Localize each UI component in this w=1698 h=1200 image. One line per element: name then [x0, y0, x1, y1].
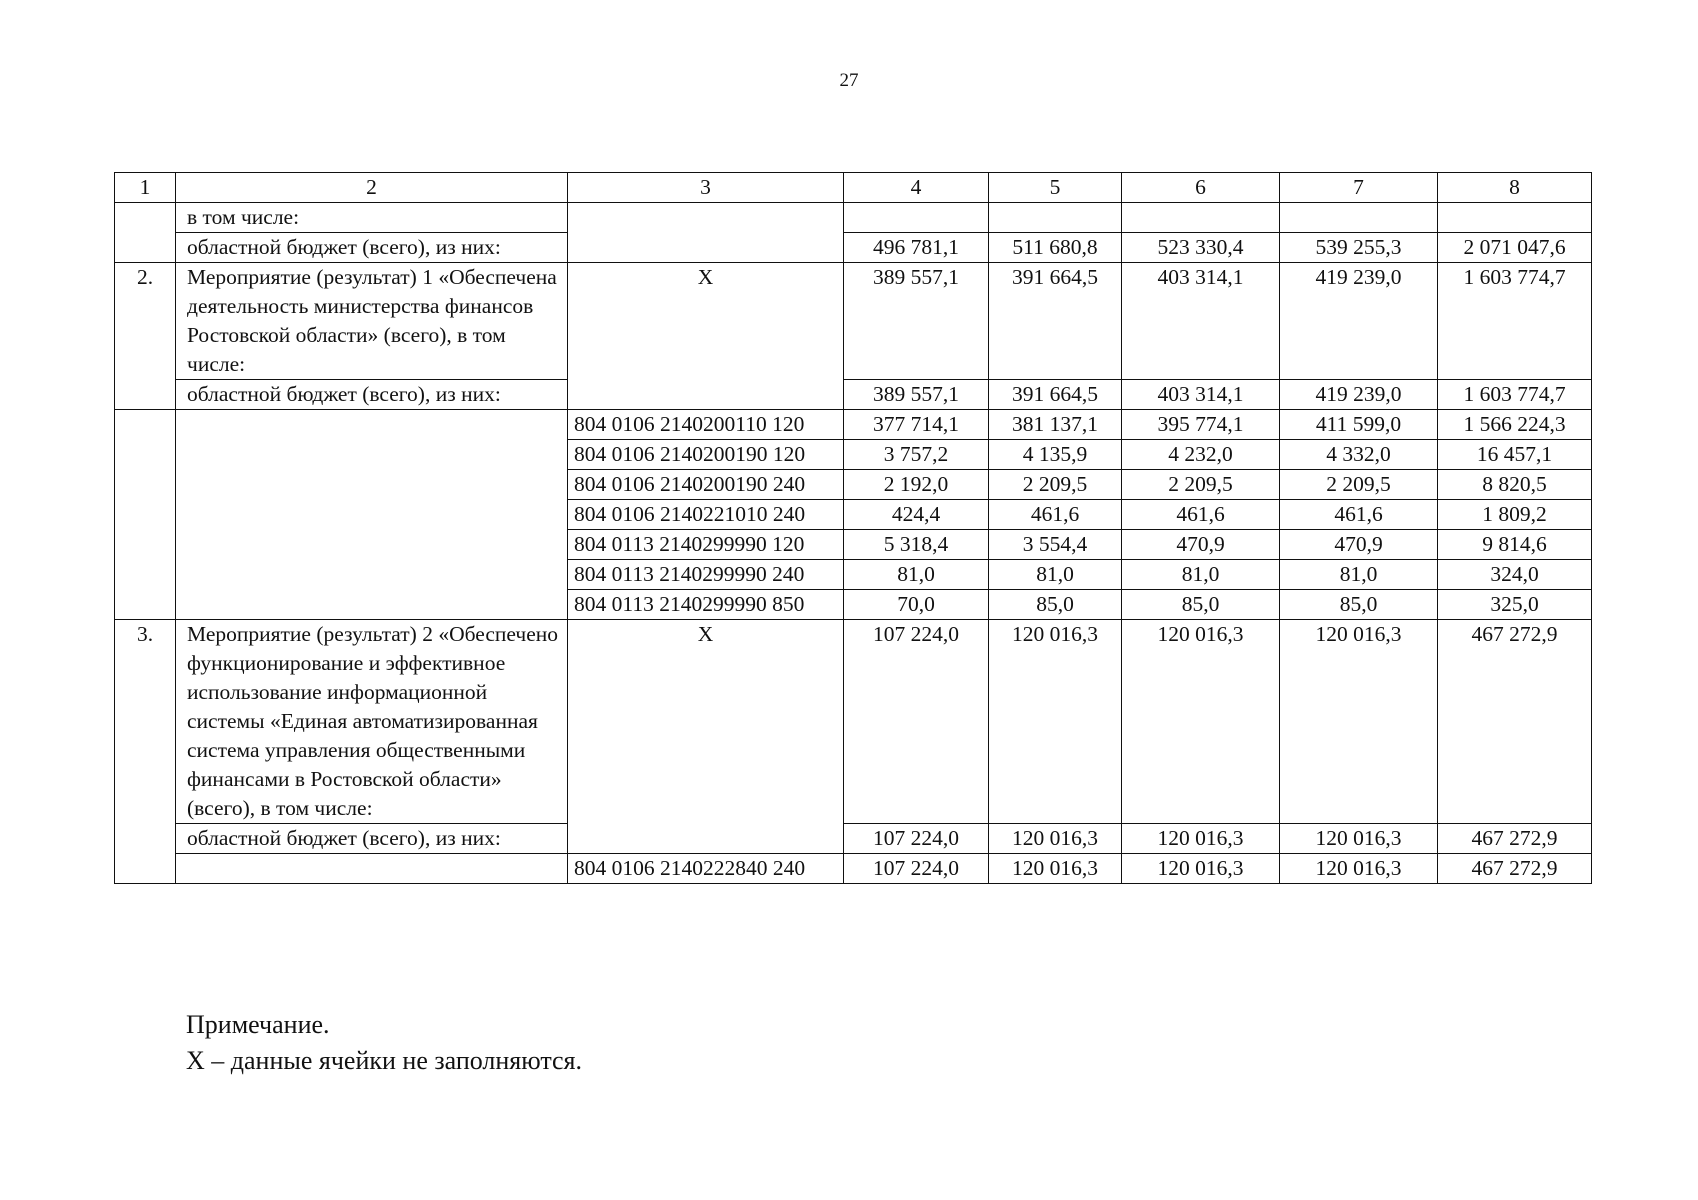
value-cell: 467 272,9	[1438, 824, 1592, 854]
code-cell: Х	[568, 620, 844, 854]
value-cell: 496 781,1	[844, 233, 989, 263]
column-header: 7	[1280, 173, 1438, 203]
column-header: 6	[1122, 173, 1280, 203]
row-number-cell	[115, 410, 176, 620]
value-cell: 2 209,5	[989, 470, 1122, 500]
value-cell: 403 314,1	[1122, 380, 1280, 410]
value-cell: 389 557,1	[844, 263, 989, 380]
table-row	[115, 824, 1592, 854]
value-cell: 120 016,3	[989, 854, 1122, 884]
value-cell: 325,0	[1438, 590, 1592, 620]
value-cell: 1 566 224,3	[1438, 410, 1592, 440]
value-cell: 1 603 774,7	[1438, 263, 1592, 380]
value-cell	[844, 203, 989, 233]
value-cell: 395 774,1	[1122, 410, 1280, 440]
footnote	[186, 1007, 582, 1079]
code-cell	[568, 203, 844, 263]
budget-code: 804 0113 2140299990 120	[568, 530, 844, 560]
value-cell: 9 814,6	[1438, 530, 1592, 560]
row-label	[176, 410, 568, 620]
value-cell: 419 239,0	[1280, 263, 1438, 380]
table-row	[115, 263, 1592, 380]
code-cell: Х	[568, 263, 844, 410]
value-cell: 1 809,2	[1438, 500, 1592, 530]
value-cell: 523 330,4	[1122, 233, 1280, 263]
value-cell: 539 255,3	[1280, 233, 1438, 263]
value-cell: 70,0	[844, 590, 989, 620]
value-cell: 391 664,5	[989, 380, 1122, 410]
row-label: в том числе:	[176, 203, 568, 233]
table-row	[115, 233, 1592, 263]
budget-code: 804 0106 2140200190 240	[568, 470, 844, 500]
value-cell: 389 557,1	[844, 380, 989, 410]
value-cell: 4 232,0	[1122, 440, 1280, 470]
value-cell: 81,0	[989, 560, 1122, 590]
table-row	[115, 203, 1592, 233]
row-number: 3.	[115, 620, 176, 884]
value-cell: 120 016,3	[1122, 854, 1280, 884]
value-cell: 85,0	[1280, 590, 1438, 620]
value-cell: 120 016,3	[989, 824, 1122, 854]
value-cell: 85,0	[1122, 590, 1280, 620]
row-label	[176, 854, 568, 884]
header-row	[115, 173, 1592, 203]
column-header: 4	[844, 173, 989, 203]
column-header: 1	[115, 173, 176, 203]
value-cell: 120 016,3	[1280, 824, 1438, 854]
note-text: Х – данные ячейки не заполняются.	[186, 1046, 583, 1075]
value-cell: 81,0	[844, 560, 989, 590]
value-cell: 3 554,4	[989, 530, 1122, 560]
value-cell: 1 603 774,7	[1438, 380, 1592, 410]
value-cell: 403 314,1	[1122, 263, 1280, 380]
value-cell: 324,0	[1438, 560, 1592, 590]
value-cell: 107 224,0	[844, 620, 989, 824]
value-cell: 419 239,0	[1280, 380, 1438, 410]
budget-code: 804 0106 2140200190 120	[568, 440, 844, 470]
value-cell: 424,4	[844, 500, 989, 530]
column-header: 3	[568, 173, 844, 203]
value-cell: 511 680,8	[989, 233, 1122, 263]
row-label: областной бюджет (всего), из них:	[176, 380, 568, 410]
value-cell: 120 016,3	[1280, 620, 1438, 824]
note-title: Примечание.	[186, 1010, 330, 1039]
table-row	[115, 854, 1592, 884]
row-number-cell	[115, 203, 176, 263]
value-cell: 467 272,9	[1438, 620, 1592, 824]
value-cell: 5 318,4	[844, 530, 989, 560]
value-cell: 467 272,9	[1438, 854, 1592, 884]
budget-code: 804 0106 2140200110 120	[568, 410, 844, 440]
value-cell: 16 457,1	[1438, 440, 1592, 470]
value-cell: 81,0	[1280, 560, 1438, 590]
value-cell	[989, 203, 1122, 233]
value-cell: 461,6	[1280, 500, 1438, 530]
column-header: 8	[1438, 173, 1592, 203]
row-label: областной бюджет (всего), из них:	[176, 824, 568, 854]
value-cell: 3 757,2	[844, 440, 989, 470]
value-cell: 85,0	[989, 590, 1122, 620]
value-cell: 4 332,0	[1280, 440, 1438, 470]
budget-code: 804 0113 2140299990 240	[568, 560, 844, 590]
measure-title: Мероприятие (результат) 2 «Обеспечено функционирование и эффективное использование информационной системы «Единая автоматизированная система управления общественными финансами в Ростовской области» (всего), в том числе:	[176, 620, 568, 824]
value-cell: 81,0	[1122, 560, 1280, 590]
page-number: 27	[839, 70, 859, 91]
value-cell: 4 135,9	[989, 440, 1122, 470]
measure-title: Мероприятие (результат) 1 «Обеспечена деятельность министерства финансов Ростовской области» (всего), в том числе:	[176, 263, 568, 380]
value-cell: 107 224,0	[844, 854, 989, 884]
value-cell: 8 820,5	[1438, 470, 1592, 500]
value-cell: 2 209,5	[1122, 470, 1280, 500]
value-cell: 377 714,1	[844, 410, 989, 440]
value-cell	[1280, 203, 1438, 233]
column-header: 5	[989, 173, 1122, 203]
table-row	[115, 410, 1592, 440]
value-cell: 2 071 047,6	[1438, 233, 1592, 263]
column-header: 2	[176, 173, 568, 203]
value-cell: 2 209,5	[1280, 470, 1438, 500]
budget-code: 804 0106 2140221010 240	[568, 500, 844, 530]
value-cell	[1122, 203, 1280, 233]
value-cell: 461,6	[989, 500, 1122, 530]
value-cell: 120 016,3	[1122, 620, 1280, 824]
budget-table	[114, 172, 1592, 884]
row-number: 2.	[115, 263, 176, 410]
table-row	[115, 380, 1592, 410]
value-cell: 470,9	[1280, 530, 1438, 560]
value-cell: 120 016,3	[1122, 824, 1280, 854]
row-label: областной бюджет (всего), из них:	[176, 233, 568, 263]
budget-code: 804 0113 2140299990 850	[568, 590, 844, 620]
value-cell: 461,6	[1122, 500, 1280, 530]
value-cell: 411 599,0	[1280, 410, 1438, 440]
value-cell: 107 224,0	[844, 824, 989, 854]
value-cell: 120 016,3	[989, 620, 1122, 824]
value-cell: 470,9	[1122, 530, 1280, 560]
value-cell: 381 137,1	[989, 410, 1122, 440]
value-cell: 391 664,5	[989, 263, 1122, 380]
budget-code: 804 0106 2140222840 240	[568, 854, 844, 884]
value-cell	[1438, 203, 1592, 233]
value-cell: 2 192,0	[844, 470, 989, 500]
table-row	[115, 620, 1592, 824]
value-cell: 120 016,3	[1280, 854, 1438, 884]
